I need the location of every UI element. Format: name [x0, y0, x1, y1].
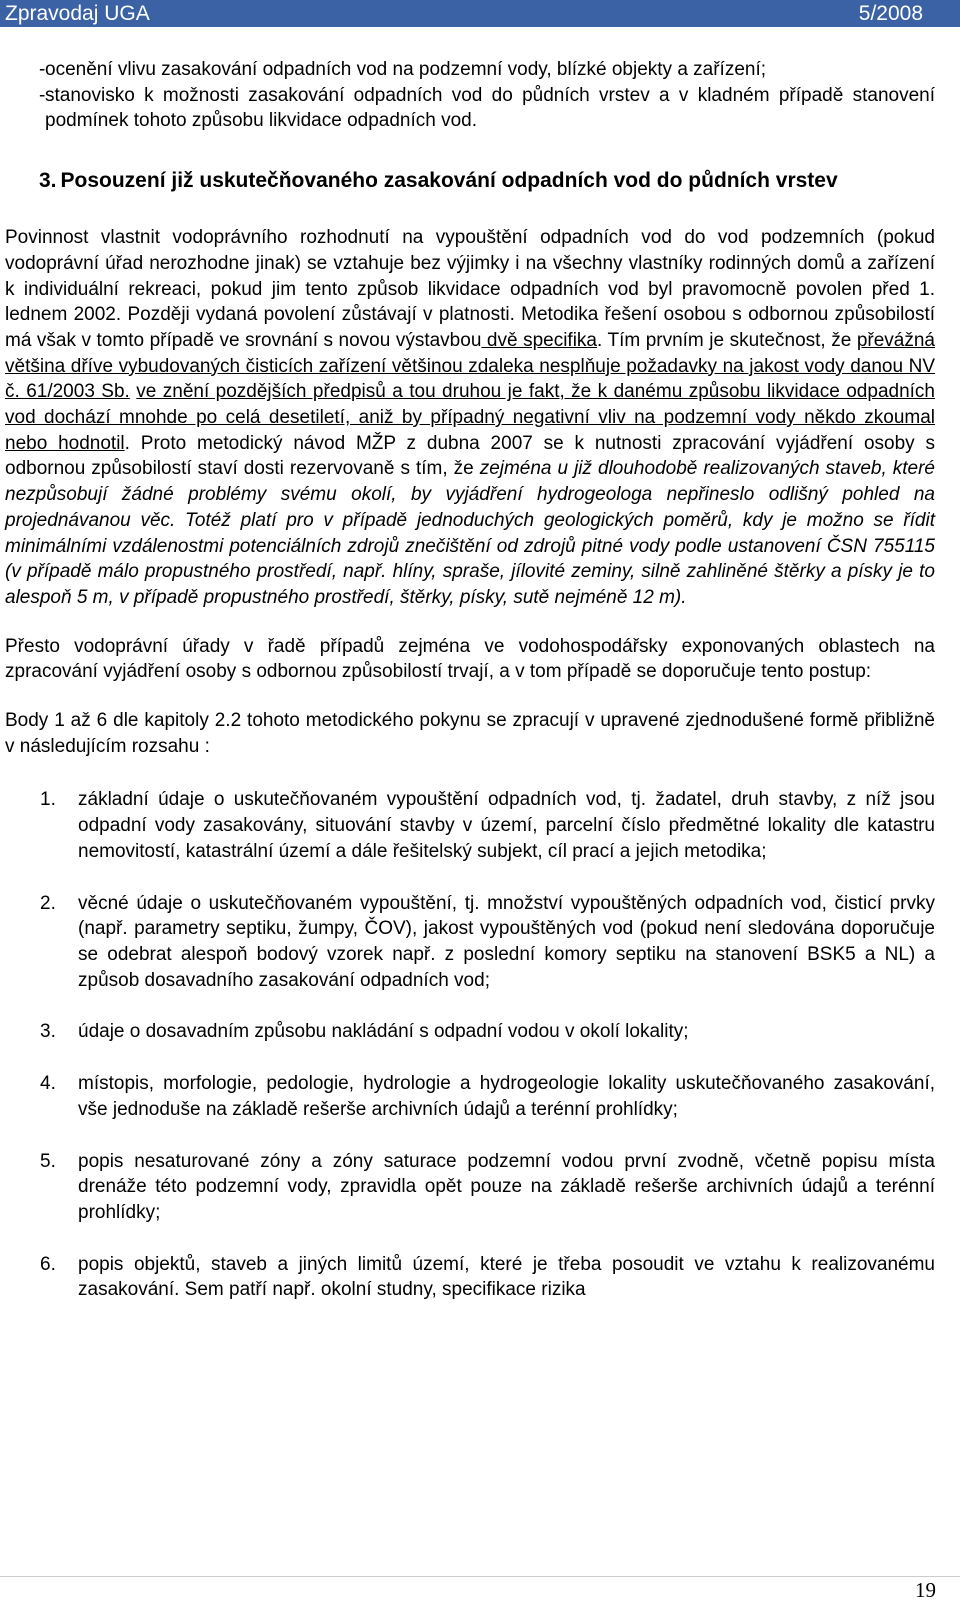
list-item-text: ocenění vlivu zasakování odpadních vod na podzemní vody, blízké objekty a zařízení;: [45, 59, 767, 80]
paragraph-text: . Proto metodický návod MŽP z dubna 2007 se k nutnosti zpracování vyjádření osoby s odbornou způsobilostí staví dosti rezervovaně s tím, že: [5, 432, 935, 480]
section-number: 3.: [39, 169, 57, 193]
list-item: [5, 787, 935, 864]
item-text: popis nesaturované zóny a zóny saturace podzemní vodou první zvodně, včetně popisu místa drenáže této podzemní vody, zpravidla opět pouze na základě rešerše archivních údajů a terénní prohlídky;: [78, 1150, 935, 1223]
item-number: 1.: [40, 789, 56, 811]
item-text: základní údaje o uskutečňovaném vypouštění odpadních vod, tj. žadatel, druh stavby, z níž jsou odpadní vody zasakovány, situování stavby v území, parcelní číslo předmětné lokality dle katastru nemovitostí, katastrální území a dále řešitelský subjekt, cíl prací a jejich metodika;: [78, 789, 935, 862]
paragraph-authorities: Přesto vodoprávní úřady v řadě případů zejména ve vodohospodářsky exponovaných oblastech na zpracování vyjádření osoby s odbornou způsobilostí trvají, a v tom případě se doporučuje tento postup:: [5, 635, 935, 683]
item-text: popis objektů, staveb a jiných limitů území, které je třeba posoudit ve vztahu k realizovanému zasakování. Sem patří např. okolní studny, specifikace rizika: [78, 1253, 935, 1301]
list-item: [5, 1071, 935, 1122]
page-number: 19: [915, 1578, 936, 1602]
issue-number: 5/2008: [858, 2, 923, 25]
page-header: [0, 0, 960, 27]
item-number: 6.: [40, 1253, 56, 1275]
list-item: [5, 1149, 935, 1226]
underlined-text: dvě specifika: [481, 329, 597, 351]
list-item: [5, 57, 935, 83]
journal-title: Zpravodaj UGA: [5, 2, 150, 25]
list-item: [5, 83, 935, 134]
paragraph-text: Povinnost vlastnit vodoprávního rozhodnutí na vypouštění odpadních vod do vod podzemních (pokud vodoprávní úřad nerozhodne jinak) se vztahuje bez výjimky i na všechny vlastníky rodinných domů a zařízení k individuální rekreaci, pokud jim tento způsob likvidace odpadních vod byl pravomocně povolen před 1. lednem 2002. Později vydaná povolení zůstávají v platnosti. Metodika řešení osobou s odbornou způsobilostí má však v tomto případě ve srovnání s novou výstavbou: [5, 227, 935, 351]
paragraph-points: Body 1 až 6 dle kapitoly 2.2 tohoto metodického pokynu se zpracují v upravené zjednodušené formě přibližně v následujícím rozsahu :: [5, 710, 935, 757]
dash-bullet: -: [39, 84, 46, 106]
article-body: [5, 57, 935, 1329]
item-text: věcné údaje o uskutečňovaném vypouštění, tj. množství vypouštěných odpadních vod, čisticí prvky (např. parametry septiku, žumpy, ČOV), jakost vypouštěných vod (pokud není sledována doporučuje se odebrat alespoň bodový vzorek např. z poslední komory septiku na stanovení BSK5 a NL) a způsob dosavadního zasakování odpadních vod;: [78, 892, 935, 991]
intro-list: [5, 57, 935, 134]
list-item: [5, 1019, 935, 1045]
item-text: místopis, morfologie, pedologie, hydrologie a hydrogeologie lokality uskutečňovaného zasakování, vše jednoduše na základě rešerše archivních údajů a terénní prohlídky;: [78, 1073, 935, 1120]
item-number: 2.: [40, 892, 56, 914]
item-number: 5.: [40, 1150, 56, 1172]
section-heading: [5, 166, 935, 195]
underlined-text: převážná většina dříve vybudovaných čisticích zařízení většinou zdaleka nesplňuje požadavky na jakost vody danou NV č. 61/2003 Sb.: [5, 329, 935, 403]
italic-quote: zejména u již dlouhodobě realizovaných staveb, které nezpůsobují žádné problémy svému okolí, by vyjádření hydrogeologa nepřineslo odlišný pohled na projednávanou věc. Totéž platí pro v případě jednoduchých geologických poměrů, kdy je možno se řídit minimálními vzdálenostmi potenciálních zdrojů znečištění od zdrojů pitné vody podle ustanovení ČSN 755115 (v případě málo propustného prostředí, např. hlíny, spraše, jílovité zeminy, silně zahliněné štěrky a písky je to alespoň 5 m, v případě propustného prostředí, štěrky, písky, sutě nejméně 12 m).: [5, 458, 936, 608]
list-item: [5, 1252, 935, 1303]
item-number: 3.: [40, 1021, 56, 1043]
list-item: [5, 891, 935, 994]
paragraph-text: . Tím prvním je skutečnost, že: [597, 329, 857, 351]
list-item-text: stanovisko k možnosti zasakování odpadních vod do půdních vrstev a v kladném případě stanovení podmínek tohoto způsobu likvidace odpadních vod.: [45, 84, 935, 132]
footer-divider: [0, 1576, 960, 1577]
numbered-list: [5, 787, 935, 1303]
section-title: Posouzení již uskutečňovaného zasakování odpadních vod do půdních vrstev: [60, 169, 838, 193]
item-text: údaje o dosavadním způsobu nakládání s odpadní vodou v okolí lokality;: [78, 1021, 689, 1043]
underlined-text: ve znění pozdějších předpisů a tou druhou je fakt, že k danému způsobu likvidace odpadních vod dochází mnohde po celá desetiletí, aniž by případný negativní vliv na podzemní vody někdo zkoumal nebo hodnotil: [5, 381, 935, 454]
item-number: 4.: [40, 1073, 56, 1095]
dash-bullet: -: [39, 59, 46, 80]
paragraph-obligation: [5, 225, 935, 611]
